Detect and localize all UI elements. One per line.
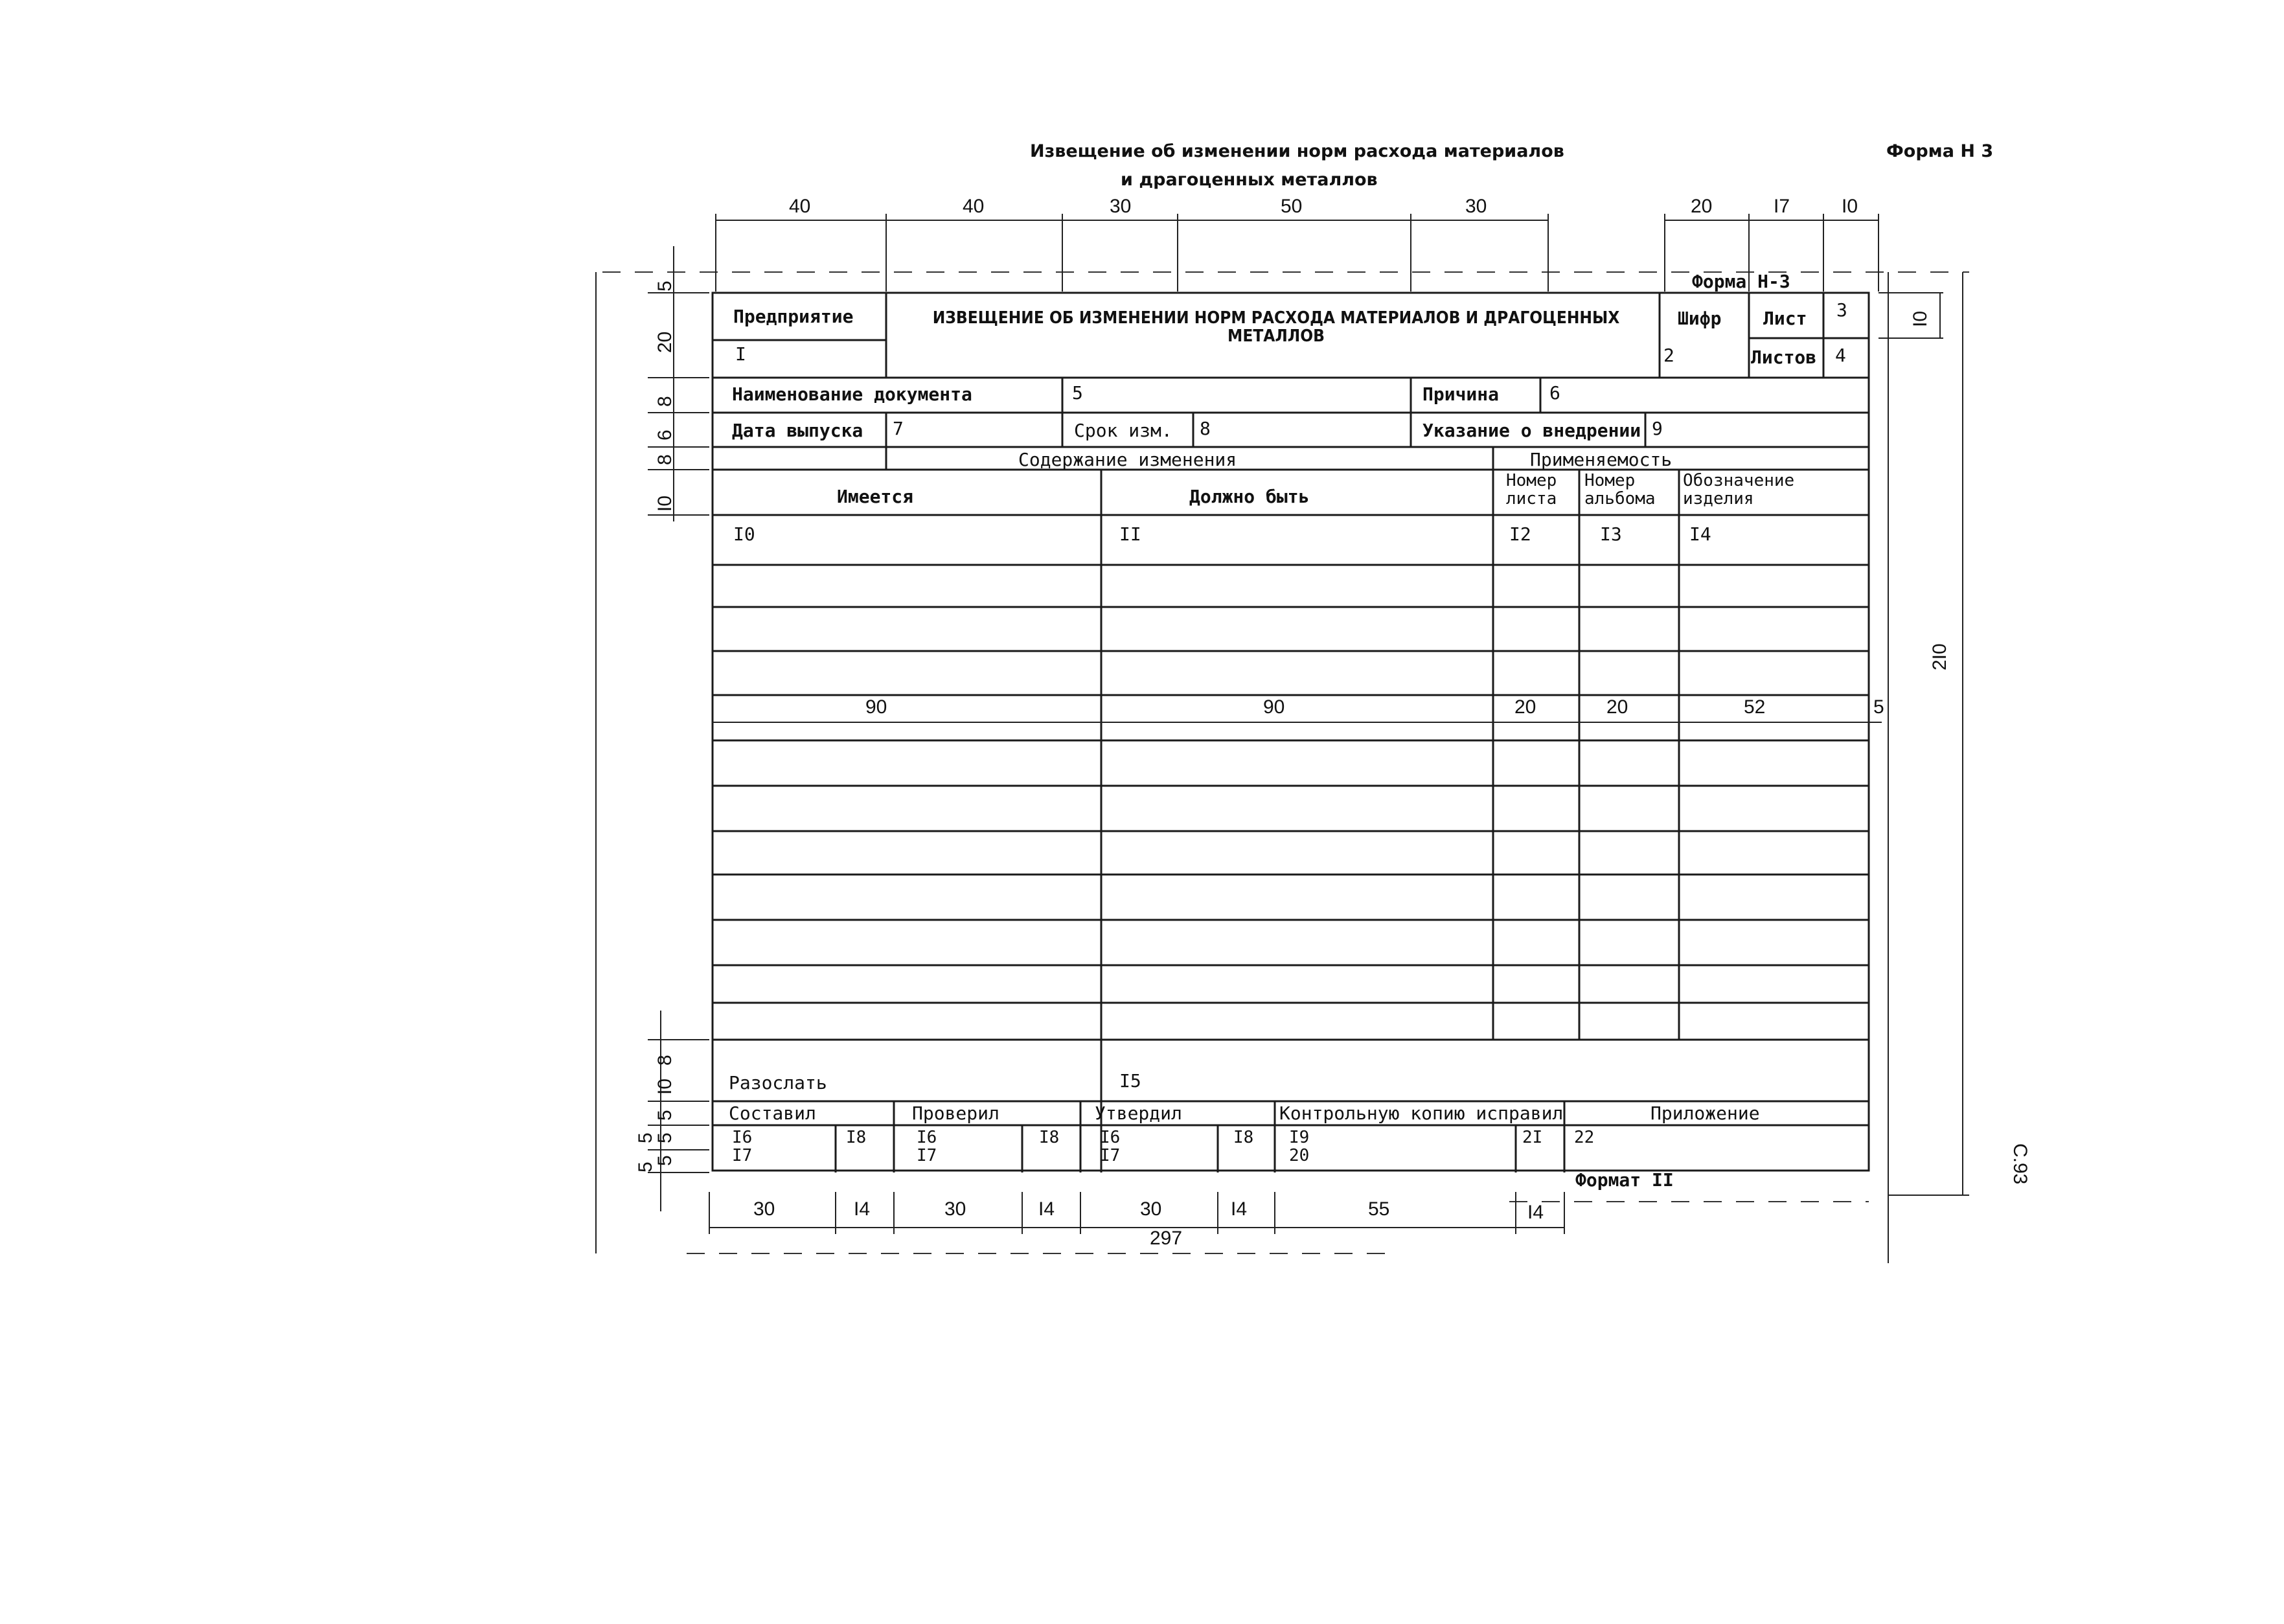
sign-checked-signature: I8 [1039,1128,1060,1147]
left-dim-4: 6 [654,429,676,440]
sign-compiled-date: I7 [732,1146,753,1165]
album-number-header [1584,472,1656,508]
right-dim-2: 2I0 [1929,643,1950,670]
left-dim-5: 8 [654,454,676,465]
sign-control-signature: 2I [1522,1128,1543,1147]
sign-compiled-signature: I8 [846,1128,867,1147]
form-reference: Форма Н 3 [1886,141,1994,161]
top-dim-3: 30 [1110,196,1132,217]
sign-approved [1100,1128,1120,1165]
mid-dim-5: 52 [1744,696,1766,718]
approved-label: Утвердил [1095,1103,1182,1124]
sign-approved-signature: I8 [1233,1128,1254,1147]
enterprise-value: I [735,343,746,365]
mid-dim-3: 20 [1514,696,1536,718]
sign-control [1289,1128,1309,1165]
sign-checked-date: I7 [917,1146,937,1165]
mid-dim-1: 90 [865,696,887,718]
send-label: Разослать [729,1072,827,1093]
left-dim-3: 8 [654,396,676,407]
top-dim-5: 30 [1465,196,1487,217]
col-code-existing: I0 [733,523,755,545]
cipher-label: Шифр [1678,308,1722,329]
control-label: Контрольную копию исправил [1279,1103,1564,1124]
sheet-number-line1: Номер [1506,471,1557,490]
change-term-value: 8 [1200,418,1211,439]
sheets-label: Листов [1751,347,1817,368]
sheet-value: 3 [1836,299,1847,321]
doc-name-value: 5 [1072,382,1083,404]
bottom-dim-7: 55 [1368,1198,1390,1220]
existing-label: Имеется [837,486,914,507]
bottom-dim-3: 30 [944,1198,966,1220]
left-dim-7: I0 [654,1078,676,1095]
sheet-number-header [1506,472,1557,508]
sign-approved-name: I6 [1100,1128,1121,1147]
appendix-value: 22 [1574,1128,1595,1147]
sheet-number-line2: листа [1506,489,1557,509]
page-title-line2: и драгоценных металлов [1121,170,1378,190]
sign-compiled-name: I6 [732,1128,753,1147]
enterprise-label: Предприятие [733,306,854,327]
page-number: С.93 [2009,1143,2031,1185]
album-number-line1: Номер [1584,471,1636,490]
content-header: Содержание изменения [1018,449,1237,470]
sign-control-date: 20 [1289,1146,1310,1165]
top-dim-8: I0 [1842,196,1858,217]
left-dim-8: 8 [654,1055,676,1066]
reason-value: 6 [1549,382,1560,404]
album-number-line2: альбома [1584,489,1656,509]
product-designation-header [1683,472,1794,508]
mid-dim-2: 90 [1263,696,1285,718]
product-designation-line1: Обозначение [1683,471,1795,490]
left-dim-1: 5 [654,280,676,292]
sign-approved-date: I7 [1100,1146,1121,1165]
send-value: I5 [1119,1070,1141,1092]
implementation-label: Указание о внедрении [1422,420,1641,441]
col-code-album: I3 [1600,523,1622,545]
mid-dim-6: 5 [1873,696,1884,718]
bottom-dim-5: 30 [1140,1198,1162,1220]
appendix-label: Приложение [1650,1103,1760,1124]
mid-dim-4: 20 [1606,696,1628,718]
form-title [894,309,1658,345]
form-label: Форма Н-3 [1692,271,1790,292]
bottom-dim-4: I4 [1038,1198,1055,1220]
checked-label: Проверил [912,1103,999,1124]
bottom-dim-6: I4 [1231,1198,1248,1220]
sheets-value: 4 [1835,345,1846,366]
change-term-label: Срок изм. [1074,420,1172,441]
sign-checked [917,1128,937,1165]
left-dim-11: 5 [654,1155,676,1166]
reason-label: Причина [1422,383,1500,405]
left-dim-2: 20 [654,331,676,353]
issue-date-value: 7 [893,418,904,439]
col-code-product: I4 [1689,523,1711,545]
left-dim-6: I0 [654,495,676,512]
left-dim-12: 5 [635,1132,656,1143]
top-dim-6: 20 [1691,196,1713,217]
bottom-dim-2: I4 [854,1198,871,1220]
doc-name-label: Наименование документа [732,383,972,405]
form-title-line1: ИЗВЕЩЕНИЕ ОБ ИЗМЕНЕНИИ НОРМ РАСХОДА МАТЕРИАЛОВ И ДРАГОЦЕННЫХ [932,308,1620,328]
col-code-sheet: I2 [1509,523,1531,545]
cipher-value: 2 [1663,345,1674,366]
compiled-label: Составил [729,1103,816,1124]
top-dim-4: 50 [1281,196,1303,217]
sign-checked-name: I6 [917,1128,937,1147]
product-designation-line2: изделия [1683,489,1754,509]
sign-control-name: I9 [1289,1128,1310,1147]
col-code-should-be: II [1119,523,1141,545]
form-title-line2: МЕТАЛЛОВ [1228,326,1325,346]
top-dim-7: I7 [1774,196,1790,217]
applicability-header: Применяемость [1530,449,1673,470]
left-dim-13: 5 [635,1161,656,1172]
right-dim-1: I0 [1910,310,1931,327]
left-dim-10: 5 [654,1132,676,1143]
left-dim-9: 5 [654,1110,676,1121]
page-title-line1: Извещение об изменении норм расхода материалов [1030,141,1564,161]
issue-date-label: Дата выпуска [732,420,863,441]
implementation-value: 9 [1652,418,1663,439]
top-dim-1: 40 [789,196,811,217]
format-label: Формат II [1575,1169,1674,1191]
total-width-dim: 297 [1150,1228,1183,1249]
bottom-dim-1: 30 [753,1198,775,1220]
bottom-dim-8: I4 [1527,1202,1544,1223]
sheet-label: Лист [1763,308,1807,329]
sign-compiled [732,1128,752,1165]
top-dim-2: 40 [963,196,985,217]
should-be-label: Должно быть [1189,486,1310,507]
